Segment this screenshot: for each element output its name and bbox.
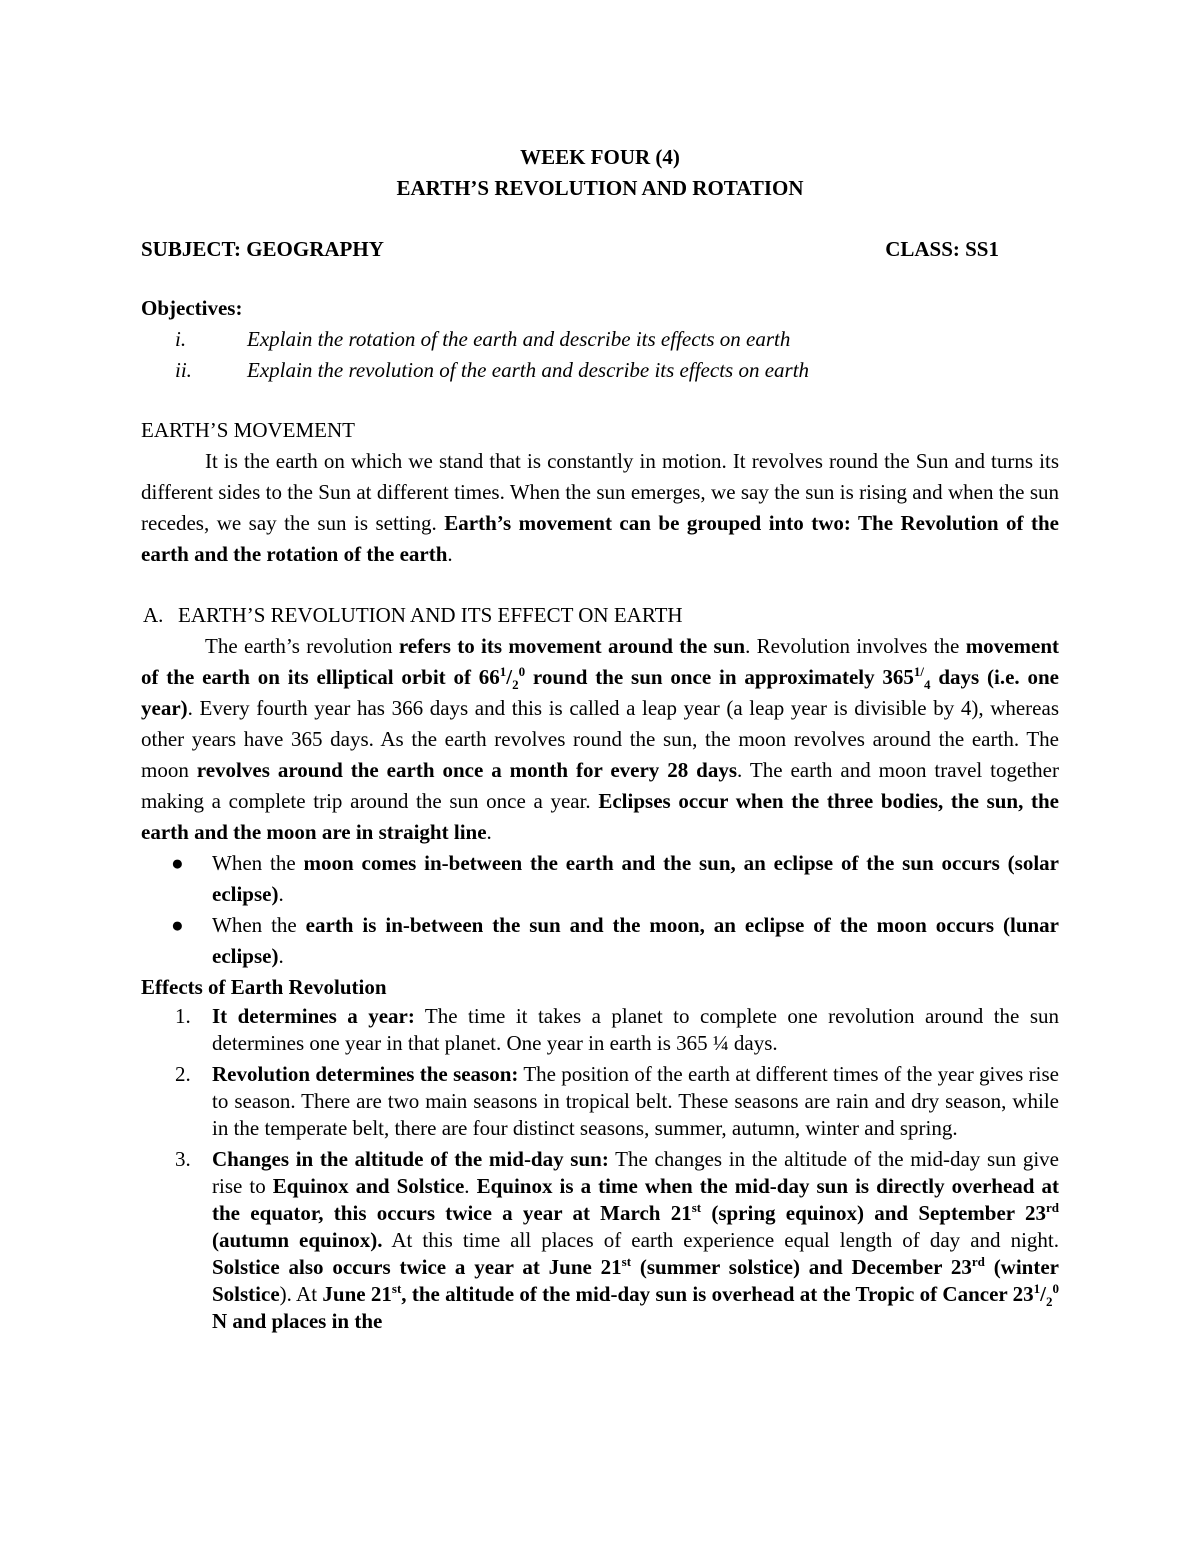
objectives-heading: Objectives: — [141, 296, 243, 320]
effect-item — [141, 1061, 1059, 1142]
paragraph-text: . — [486, 820, 492, 844]
effect-number: 3. — [175, 1147, 191, 1171]
effect-item — [141, 1146, 1059, 1335]
effect-number: 2. — [175, 1062, 191, 1086]
paragraph-text: . The earth and moon travel together making a complete trip around the sun once a year. — [141, 758, 1059, 813]
paragraph-text: . Every fourth year has 366 days and this is called a leap year (a leap year is divisible by 4), whereas other years have 365 days. As the earth revolves round the sun, the moon revolves around the earth. The moon — [141, 696, 1059, 782]
effect-text: The position of the earth at different times of the year gives rise to season. There are two main seasons in tropical belt. These seasons are rain and dry season, while in the temperate belt, there are four distinct seasons, summer, autumn, winter and spring. — [212, 1062, 1059, 1140]
list-item — [141, 910, 1059, 972]
paragraph-bold-text: Earth’s movement can be grouped into two: The Revolution of the earth and the rotation of the earth — [141, 511, 1059, 566]
bullet-text: When the — [212, 913, 306, 937]
document-page — [141, 140, 1059, 1339]
bullet-icon: ● — [171, 913, 184, 937]
bullet-bold-text: moon comes in-between the earth and the sun, an eclipse of the sun occurs (solar eclipse) — [212, 851, 1059, 906]
page-title: EARTH’S REVOLUTION AND ROTATION — [396, 176, 804, 200]
paragraph-bold-text: refers to its movement around the sun — [398, 634, 746, 658]
effect-item — [141, 1003, 1059, 1057]
list-item — [141, 848, 1059, 910]
paragraph-text: . Revolution involves the — [745, 634, 966, 658]
section-title: EARTH’S REVOLUTION AND ITS EFFECT ON EARTH — [178, 603, 683, 627]
effect-bold-text: Equinox is a time when the mid-day sun is directly overhead at the equator, this occurs twice a year at March 21st (spring equinox) and September 23rd (autumn equinox). — [212, 1174, 1059, 1252]
effect-title: Revolution determines the season: — [212, 1062, 519, 1086]
effect-bold-text: Equinox and Solstice — [272, 1174, 465, 1198]
section-label: A. — [143, 603, 164, 627]
paragraph-text: It is the earth on which we stand that is constantly in motion. It revolves round the Sun and turns its different sides to the Sun at different times. When the sun emerges, we say the sun is rising and when the sun recedes, we say the sun is setting. — [141, 449, 1059, 535]
paragraph-text: The earth’s revolution — [205, 634, 399, 658]
bullet-icon: ● — [171, 851, 184, 875]
effect-text: ). At — [279, 1282, 323, 1306]
effect-number: 1. — [175, 1004, 191, 1028]
subject-class-row — [141, 234, 1059, 265]
effect-bold-text: June 21st, the altitude of the mid-day sun is overhead at the Tropic of Cancer $23^1/_2^0$ N and places in the — [212, 1281, 1059, 1333]
objective-item — [141, 324, 1059, 355]
paragraph-text: . — [447, 542, 453, 566]
effect-bold-text: Solstice also occurs twice a year at June 21st (summer solstice) and December 23rd (winter Solstice — [212, 1254, 1059, 1306]
paragraph-bold-text: movement of the earth on its elliptical orbit of $66^1/_2^0$ round the sun once in approximately $365^{1/}_4$ days (i.e. one year) — [141, 634, 1059, 720]
objective-item — [141, 355, 1059, 386]
objective-number: i. — [175, 327, 187, 351]
eclipse-list — [141, 848, 1059, 972]
week-heading: WEEK FOUR (4) — [520, 145, 680, 169]
movement-heading: EARTH’S MOVEMENT — [141, 418, 355, 442]
paragraph-bold-text: Eclipses occur when the three bodies, the sun, the earth and the moon are in straight line — [141, 789, 1059, 844]
bullet-text: . — [278, 882, 284, 906]
bullet-text: When the — [212, 851, 304, 875]
objective-number: ii. — [175, 358, 192, 382]
objective-text: Explain the revolution of the earth and describe its effects on earth — [247, 358, 810, 382]
revolution-paragraph — [141, 631, 1059, 848]
effect-title: It determines a year: — [212, 1004, 415, 1028]
objective-text: Explain the rotation of the earth and describe its effects on earth — [247, 327, 791, 351]
effects-heading: Effects of Earth Revolution — [141, 975, 387, 999]
bullet-bold-text: earth is in-between the sun and the moon, an eclipse of the moon occurs (lunar eclipse) — [212, 913, 1060, 968]
effect-text: At this time all places of earth experience equal length of day and night. — [382, 1228, 1059, 1252]
class-label: CLASS: SS1 — [885, 237, 999, 261]
effect-text: The changes in the altitude of the mid-day sun give rise to — [212, 1147, 1059, 1198]
movement-paragraph — [141, 446, 1059, 570]
subject-label: SUBJECT: GEOGRAPHY — [141, 237, 384, 261]
effect-title: Changes in the altitude of the mid-day sun: — [212, 1147, 609, 1171]
effect-text: . — [464, 1174, 477, 1198]
paragraph-bold-text: revolves around the earth once a month for every 28 days — [196, 758, 738, 782]
effect-text: The time it takes a planet to complete one revolution around the sun determines one year in that planet. One year in earth is 365 ¼ days. — [212, 1004, 1060, 1055]
bullet-text: . — [278, 944, 284, 968]
section-a-heading — [141, 600, 1059, 631]
